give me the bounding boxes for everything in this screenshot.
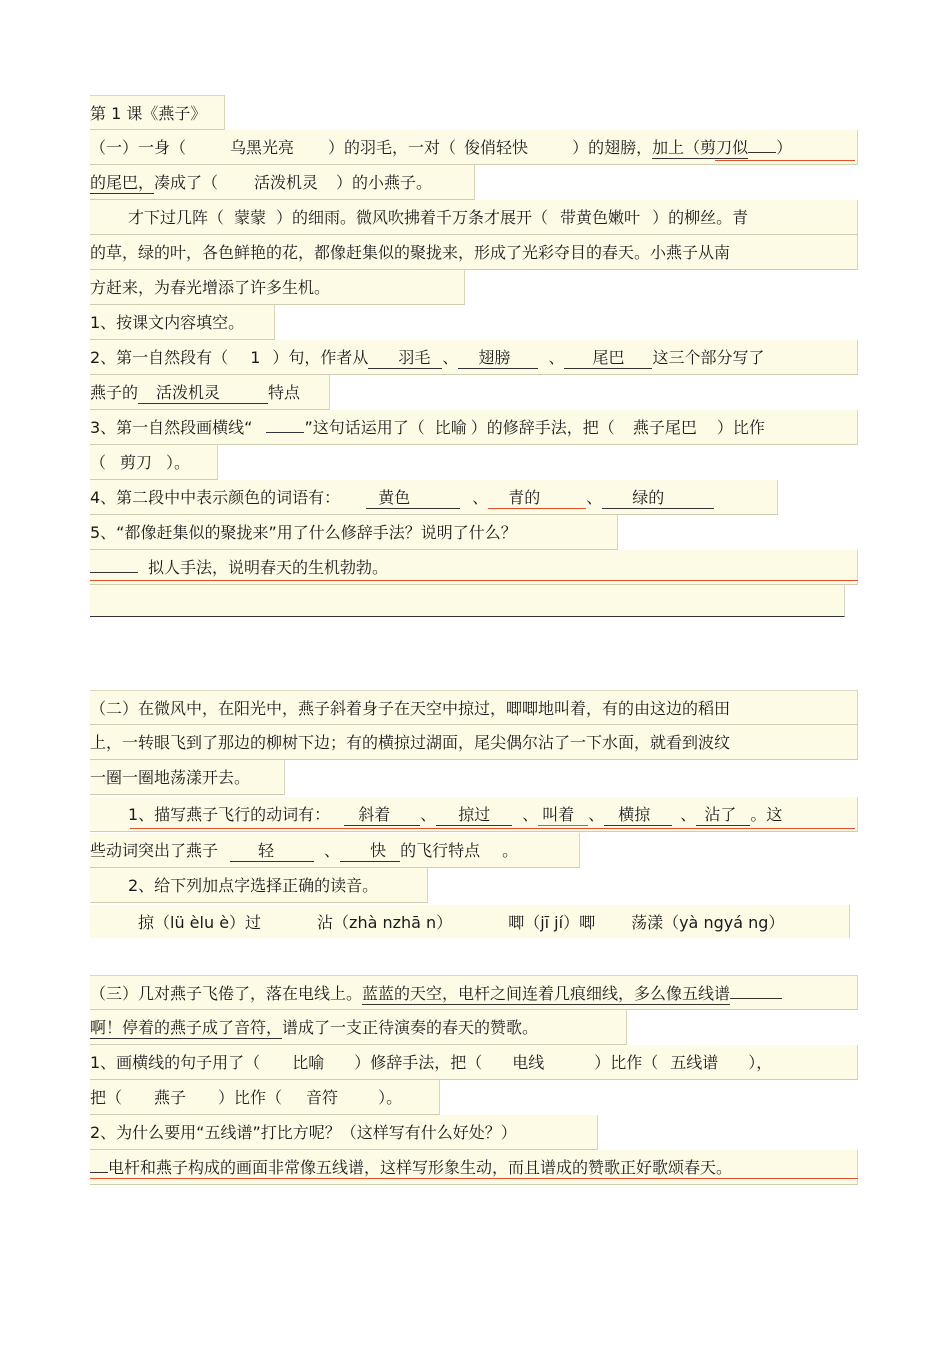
paragraph-2-line-1: 才下过几阵（ 蒙蒙 ）的细雨。微风吹拂着千万条才展开（ 带黄色嫩叶 ）的柳丝。青 (90, 200, 858, 235)
section-2-line-3: 一圈一圈地荡漾开去。 (90, 760, 285, 795)
section-2-line-2: 上，一转眼飞到了那边的柳树下边；有的横掠过湖面，尾尖偶尔沾了一下水面，就看到波纹 (90, 725, 858, 760)
answer-blank: 燕子尾巴 (632, 418, 697, 437)
pronunciation-item: 唧（jī jí）唧 (508, 913, 596, 932)
answer-blank: 斜着 (344, 805, 420, 826)
answer-blank: 五线谱 (670, 1053, 719, 1072)
answer-blank: 燕子 (154, 1088, 187, 1107)
answer-blank: 乌黑光亮 (230, 138, 295, 157)
lesson-title: 第 1 课《燕子》 (90, 95, 225, 130)
answer-blank: 尾巴 (564, 348, 652, 369)
answer-blank: 快 (340, 841, 400, 862)
question-4: 4、第二段中中表示颜色的词语有： 黄色 、 青的 、 绿的 (90, 480, 778, 515)
section-2-question-1-line-2: 些动词突出了燕子 轻 、 快 的飞行特点 。 (90, 833, 580, 868)
answer-blank: 绿的 (602, 488, 714, 509)
question-3-line-1: 3、第一自然段画横线“ ”这句话运用了（ 比喻 ）的修辞手法，把（ 燕子尾巴 ）比作 (90, 410, 858, 445)
answer-blank: 比喻 (292, 1053, 325, 1072)
question-2-line-1: 2、第一自然段有（ 1 ）句，作者从 羽毛 、 翅膀 、 尾巴 这三个部分写了 (90, 340, 858, 375)
answer-blank: 剪刀 (120, 453, 153, 472)
question-5: 5、“都像赶集似的聚拢来”用了什么修辞手法？说明了什么？ (90, 515, 618, 550)
pronunciation-item: 荡漾（yà ngyá ng） (631, 913, 785, 932)
section-3-question-1-line-1: 1、画横线的句子用了（ 比喻 ）修辞手法，把（ 电线 ）比作（ 五线谱 ）， (90, 1045, 858, 1080)
red-underline (715, 160, 855, 161)
answer-blank: 1 (250, 348, 261, 367)
section-3-line-1: （三）几对燕子飞倦了，落在电线上。蓝蓝的天空，电杆之间连着几痕细线，多么像五线谱 (90, 975, 858, 1010)
pronunciation-item: 掠（lü èlu è）过 (138, 913, 262, 932)
paragraph-2-line-2: 的草，绿的叶，各色鲜艳的花，都像赶集似的聚拢来，形成了光彩夺目的春天。小燕子从南 (90, 235, 858, 270)
section-3-line-2: 啊！停着的燕子成了音符，谱成了一支正待演奏的春天的赞歌。 (90, 1010, 627, 1045)
answer-blank: 带黄色嫩叶 (560, 208, 641, 227)
answer-blank: 掠过 (436, 805, 512, 826)
answer-blank: 横掠 (604, 805, 672, 826)
answer-blank: 羽毛 (368, 348, 442, 369)
section-2-line-1: （二）在微风中，在阳光中，燕子斜着身子在天空中掠过，唧唧地叫着，有的由这边的稻田 (90, 690, 858, 725)
answer-blank: 活泼机灵 (254, 173, 319, 192)
answer-blank: 比喻 (434, 418, 467, 437)
blank-answer-line (90, 585, 845, 617)
paragraph-1-line-1: （一）一身（ 乌黑光亮 ）的羽毛，一对（ 俊俏轻快 ）的翅膀，加上（剪刀似 ） (90, 130, 858, 165)
section-2-question-1-line-1: 1、描写燕子飞行的动词有： 斜着 、 掠过 、 叫着 、 横掠 、 沾了 。这 (90, 797, 858, 832)
red-underline (130, 828, 855, 829)
answer-blank: 轻 (230, 841, 314, 862)
section-2-question-2: 2、给下列加点字选择正确的读音。 (90, 868, 428, 903)
pronunciation-row (90, 905, 850, 938)
answer-blank: 蒙蒙 (234, 208, 267, 227)
answer-blank: 活泼机灵 (138, 383, 268, 404)
question-3-line-2: （ 剪刀 ）。 (90, 445, 218, 480)
answer-blank: 叫着 (538, 805, 588, 826)
answer-blank: 青的 (488, 488, 586, 509)
question-2-line-2: 燕子的 活泼机灵 特点 (90, 375, 330, 410)
red-answer-line (90, 1178, 858, 1179)
answer-blank: 俊俏轻快 (464, 138, 529, 157)
answer-blank: 黄色 (366, 488, 460, 509)
paragraph-1-line-2: 的尾巴，凑成了（ 活泼机灵 ）的小燕子。 (90, 165, 475, 200)
pronunciation-item: 沾（zhà nzhā n） (317, 913, 453, 932)
section-3-question-2: 2、为什么要用“五线谱”打比方呢？（这样写有什么好处？） (90, 1115, 598, 1150)
answer-blank: 音符 (306, 1088, 339, 1107)
red-answer-line (90, 580, 858, 581)
answer-blank: 沾了 (696, 805, 750, 826)
section-3-question-1-line-2: 把（ 燕子 ）比作（ 音符 ）。 (90, 1080, 440, 1115)
question-5-answer: 拟人手法，说明春天的生机勃勃。 (90, 550, 858, 585)
answer-blank: 翅膀 (458, 348, 538, 369)
section-3-question-2-answer: 电杆和燕子构成的画面非常像五线谱，这样写形象生动，而且谱成的赞歌正好歌颂春天。 (90, 1150, 858, 1185)
answer-blank: 电线 (512, 1053, 545, 1072)
paragraph-2-line-3: 方赶来，为春光增添了许多生机。 (90, 270, 465, 305)
question-1: 1、按课文内容填空。 (90, 305, 275, 340)
